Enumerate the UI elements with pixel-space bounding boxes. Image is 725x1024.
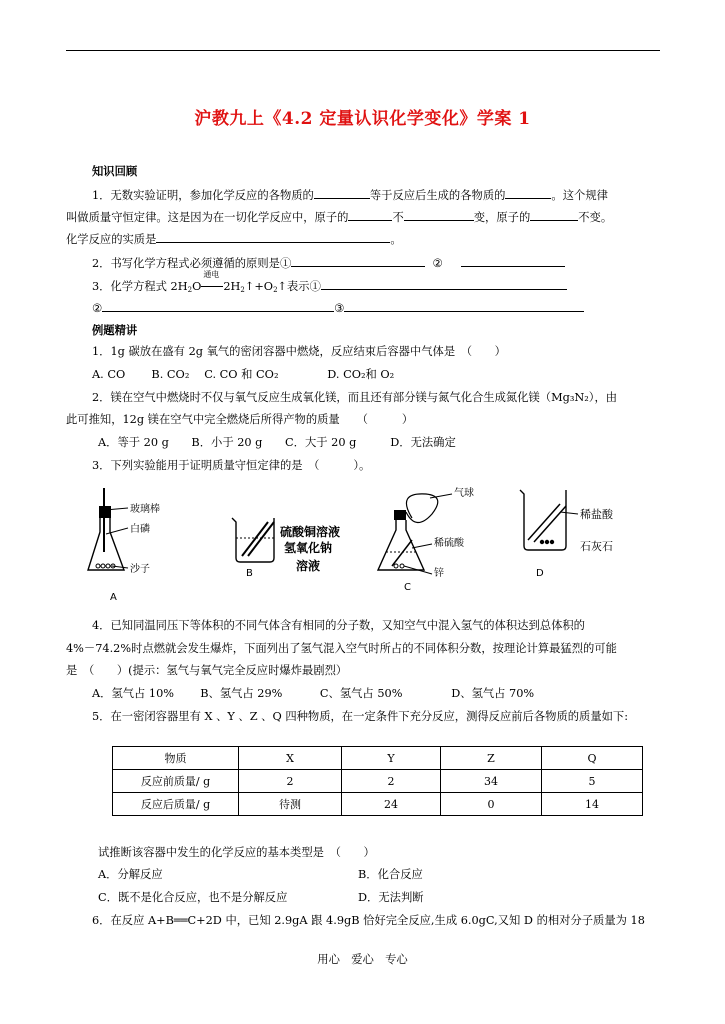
table-cell: 14	[542, 793, 643, 816]
ex4-stem-line3: 是 （ ）(提示：氢气与氧气完全反应时爆炸最剧烈）	[66, 664, 348, 677]
label-a: A	[110, 592, 117, 602]
review-q1-line1: 1．无数实验证明，参加化学反应的各物质的 等于反应后生成的各物质的 。这个规律	[92, 189, 608, 202]
table-cell: 24	[342, 793, 441, 816]
label-naoh-2: 溶液	[296, 559, 321, 573]
ex3-stem: 3．下列实验能用于证明质量守恒定律的是 （ ）。	[92, 459, 371, 472]
table-cell: 2	[342, 770, 441, 793]
apparatus-b	[232, 518, 340, 579]
table-cell: 5	[542, 770, 643, 793]
ex5-option-c: C．既不是化合反应，也不是分解反应	[98, 891, 288, 904]
experiment-figure	[86, 482, 676, 602]
section-examples-heading: 例题精讲	[92, 323, 138, 337]
table-cell: 反应前质量/ g	[113, 770, 239, 793]
table-header-cell: Y	[342, 747, 441, 770]
label-naoh-1: 氢氧化钠	[284, 541, 333, 555]
review-q1-line3: 化学反应的实质是 。	[66, 233, 402, 246]
table-header-cell: Q	[542, 747, 643, 770]
ex5-option-b: B．化合反应	[358, 868, 423, 881]
table-header-row	[113, 747, 643, 770]
mass-table	[112, 746, 643, 816]
table-cell: 2	[239, 770, 342, 793]
ex6-stem: 6．在反应 A+B══C+2D 中，已知 2.9gA 跟 4.9gB 恰好完全反应,生成 6.0gC,又知 D 的相对分子质量为 18	[92, 914, 645, 927]
section-review-heading: 知识回顾	[92, 164, 138, 178]
label-b: B	[246, 568, 253, 579]
table-header-cell: X	[239, 747, 342, 770]
ex2-options: A．等于 20 g B．小于 20 g C．大于 20 g D．无法确定	[98, 436, 456, 449]
label-cuso4: 硫酸铜溶液	[280, 525, 341, 539]
table-cell: 34	[441, 770, 542, 793]
ex2-stem-line2: 此可推知，12g 镁在空气中完全燃烧后所得产物的质量 （ ）	[66, 413, 414, 426]
table-header-cell: 物质	[113, 747, 239, 770]
ex1-options: A. CO B. CO₂ C. CO 和 CO₂ D. CO₂和 O₂	[92, 368, 395, 381]
label-sand: 沙子	[130, 564, 150, 575]
review-q3-line2: ② ③	[92, 300, 584, 316]
table-cell: 0	[441, 793, 542, 816]
table-row	[113, 793, 643, 816]
apparatus-a	[88, 488, 160, 602]
table-cell: 待测	[239, 793, 342, 816]
table-row	[113, 770, 643, 793]
page-title: 沪教九上《4.2 定量认识化学变化》学案 1	[194, 109, 531, 129]
label-h2so4: 稀硫酸	[434, 538, 464, 549]
ex4-stem-line2: 4%－74.2%时点燃就会发生爆炸，下面列出了氢气混入空气时所占的不同体积分数，按理论计算最猛烈的可能	[66, 642, 617, 655]
label-balloon: 气球	[454, 488, 474, 499]
apparatus-d	[520, 490, 614, 579]
ex4-stem-line1: 4．已知同温同压下等体积的不同气体含有相同的分子数，又知空气中混入氢气的体积达到总体积的	[92, 619, 585, 632]
ex5-option-d: D．无法判断	[358, 891, 424, 904]
label-zinc: 锌	[434, 568, 444, 579]
table-header-cell: Z	[441, 747, 542, 770]
review-q2: 2．书写化学方程式必须遵循的原则是① ②	[92, 255, 565, 271]
label-white-phosphorus: 白磷	[130, 524, 150, 535]
ex4-options: A．氢气占 10% B、氢气占 29% C、氢气占 50% D、氢气占 70%	[92, 687, 535, 700]
review-q3-line1: 3．化学方程式 $2H_2O$ 通电 $2H_2↑+O_2↑$表示①	[92, 278, 567, 297]
label-caco3: 石灰石	[580, 540, 613, 553]
header-rule	[66, 50, 660, 51]
apparatus-c	[378, 486, 474, 593]
table-cell: 反应后质量/ g	[113, 793, 239, 816]
label-c: C	[404, 582, 411, 593]
ex1-stem: 1．1g 碳放在盛有 2g 氧气的密闭容器中燃烧，反应结束后容器中气体是 （ ）	[92, 345, 506, 358]
ex2-stem-line1: 2．镁在空气中燃烧时不仅与氧气反应生成氧化镁，而且还有部分镁与氮气化合生成氮化镁（Mg₃N₂），由	[92, 391, 618, 404]
review-q1-line2: 叫做质量守恒定律。这是因为在一切化学反应中，原子的 不 变，原子的 不变。	[66, 211, 613, 224]
ex5-option-a: A．分解反应	[98, 868, 163, 881]
ex5-stem: 5．在一密闭容器里有 X 、Y 、Z 、Q 四种物质，在一定条件下充分反应，测得反应前后各物质的质量如下:	[92, 710, 629, 723]
label-hcl: 稀盐酸	[580, 508, 613, 521]
label-glass-rod: 玻璃棒	[130, 504, 160, 515]
ex5-question: 试推断该容器中发生的化学反应的基本类型是 （ ）	[98, 846, 375, 859]
page-footer: 用心 爱心 专心	[317, 953, 408, 966]
label-d: D	[536, 568, 544, 579]
